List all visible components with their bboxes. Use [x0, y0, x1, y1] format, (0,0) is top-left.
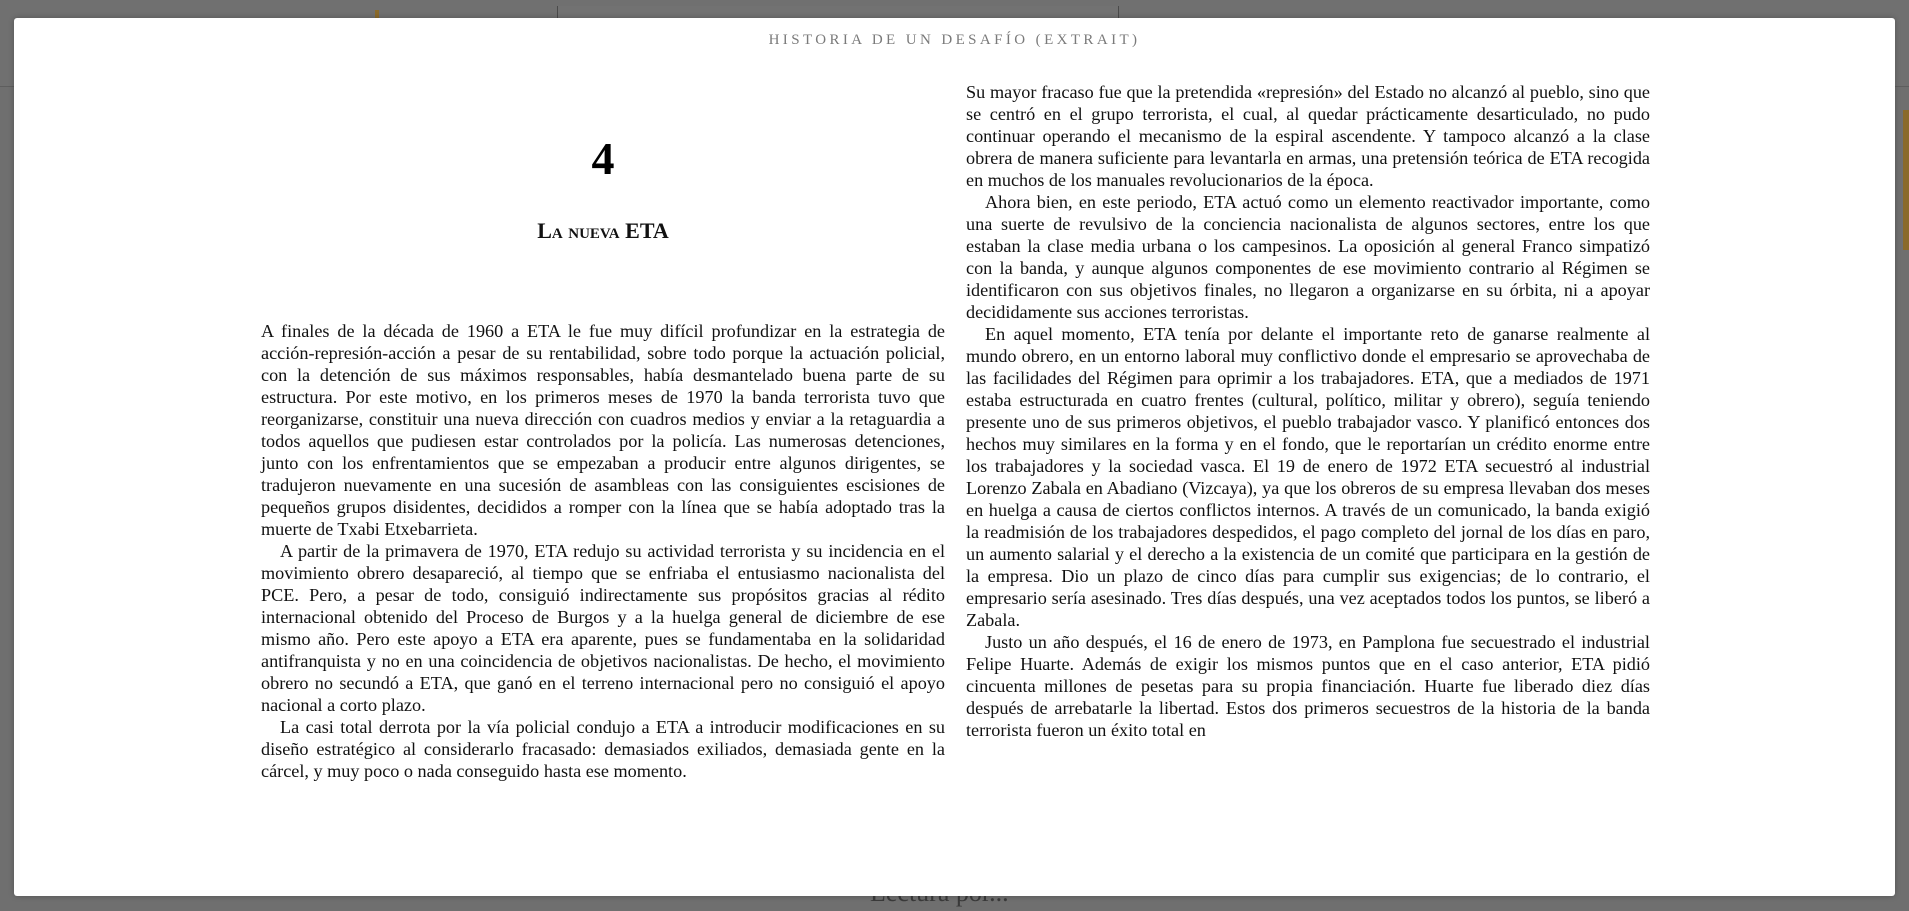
modal-title: HISTORIA DE UN DESAFÍO (EXTRAIT)	[768, 32, 1141, 48]
chapter-title: La nueva ETA	[537, 218, 669, 243]
paragraph: A finales de la década de 1960 a ETA le fue muy difícil profundizar en la estrategia de acción-represión-acción a pesar de su rentabilidad, sobre todo porque la actuación policial, con la detención de sus máximos responsables, había desmantelado buena parte de su estructura. Por este motivo, en los primeros meses de 1970 la banda terrorista tuvo que reorganizarse, constituir una nueva dirección con cuadros medios y enviar a la retaguardia a todos aquellos que pudiesen estar controlados por la policía. Las numerosas detenciones, junto con los enfrentamientos que se empezaban a producir entre algunos dirigentes, se tradujeron nuevamente en una sucesión de asambleas con las consiguientes escisiones de pequeños grupos disidentes, decididos a romper con la línea que se había adoptado tras la muerte de Txabi Etxebarrieta.	[261, 321, 945, 539]
side-tab	[1903, 110, 1909, 250]
paragraph: En aquel momento, ETA tenía por delante el importante reto de ganarse realmente al mundo obrero, en un entorno laboral muy conflictivo donde el empresario se aprovechaba de las facilidades del Régimen para oprimir a los trabajadores. ETA, que a mediados de 1971 estaba estructurada en cuatro frentes (cultural, político, militar y obrero), seguía teniendo presente uno de sus primeros objetivos, el pueblo trabajador vasco. Y planificó entonces dos hechos muy similares en la forma y en el fondo, que le reportarían un crédito enorme entre los trabajadores y la sociedad vasca. El 19 de enero de 1972 ETA secuestró al industrial Lorenzo Zabala en Abadiano (Vizcaya), ya que los obreros de su empresa llevaban dos meses en huelga a causa de ciertos conflictos internos. A través de un comunicado, la banda exigió la readmisión de los trabajadores despedidos, el pago completo del jornal de los días en paro, un aumento salarial y el derecho a la existencia de un comité que participara en la gestión de la empresa. Dio un plazo de cinco días para cumplir sus exigencias; de lo contrario, el empresario sería asesinado. Tres días después, una vez aceptados todos los puntos, se liberó a Zabala.	[966, 324, 1650, 630]
paragraph: Justo un año después, el 16 de enero de 1973, en Pamplona fue secuestrado el industrial Felipe Huarte. Además de exigir los mismos puntos que en el caso anterior, ETA pidió cincuenta millones de pesetas para su propia financiación. Huarte fue liberado diez días después de arrebatarle la libertad. Estos dos primeros secuestros de la historia de la banda terrorista fueron un éxito total en	[966, 632, 1650, 740]
chapter-number: 4	[591, 133, 615, 184]
book-preview-modal	[14, 18, 1895, 896]
left-page-column	[261, 320, 945, 782]
right-page-column	[966, 81, 1650, 852]
paragraph: A partir de la primavera de 1970, ETA redujo su actividad terrorista y su incidencia en el movimiento obrero desapareció, al tiempo que se enfriaba el entusiasmo nacionalista del PCE. Pero, a pesar de todo, consiguió indirectamente sus propósitos gracias al rédito internacional obtenido del Proceso de Burgos y a la huelga general de diciembre de ese mismo año. Pero este apoyo a ETA era aparente, pues se fundamentaba en la solidaridad antifranquista y no en una coincidencia de objetivos nacionalistas. De hecho, el movimiento obrero no secundó a ETA, que ganó en el terreno internacional pero no consiguió el apoyo nacional a corto plazo.	[261, 541, 945, 715]
paragraph: Ahora bien, en este periodo, ETA actuó como un elemento reactivador importante, como una suerte de revulsivo de la conciencia nacionalista de algunos sectores, entre los que estaban la clase media urbana o los campesinos. La oposición al general Franco simpatizó con la banda, y aunque algunos componentes de ese movimiento contrario al Régimen se identificaron con sus objetivos finales, no llegaron a organizarse en su órbita, ni a apoyar decididamente sus acciones terroristas.	[966, 192, 1650, 322]
paragraph: La casi total derrota por la vía policial condujo a ETA a introducir modificaciones en su diseño estratégico al considerarlo fracasado: demasiados exiliados, demasiada gente en la cárcel, y muy poco o nada conseguido hasta ese momento.	[261, 717, 945, 781]
paragraph: Su mayor fracaso fue que la pretendida «represión» del Estado no alcanzó al pueblo, sino que se centró en el grupo terrorista, el cual, al quedar prácticamente desarticulado, no pudo continuar operando el mecanismo de la espiral ascendente. Y tampoco alcanzó a la clase obrera de manera suficiente para levantarla en armas, una pretensión teórica de ETA recogida en muchos de los manuales revolucionarios de la época.	[966, 82, 1650, 190]
